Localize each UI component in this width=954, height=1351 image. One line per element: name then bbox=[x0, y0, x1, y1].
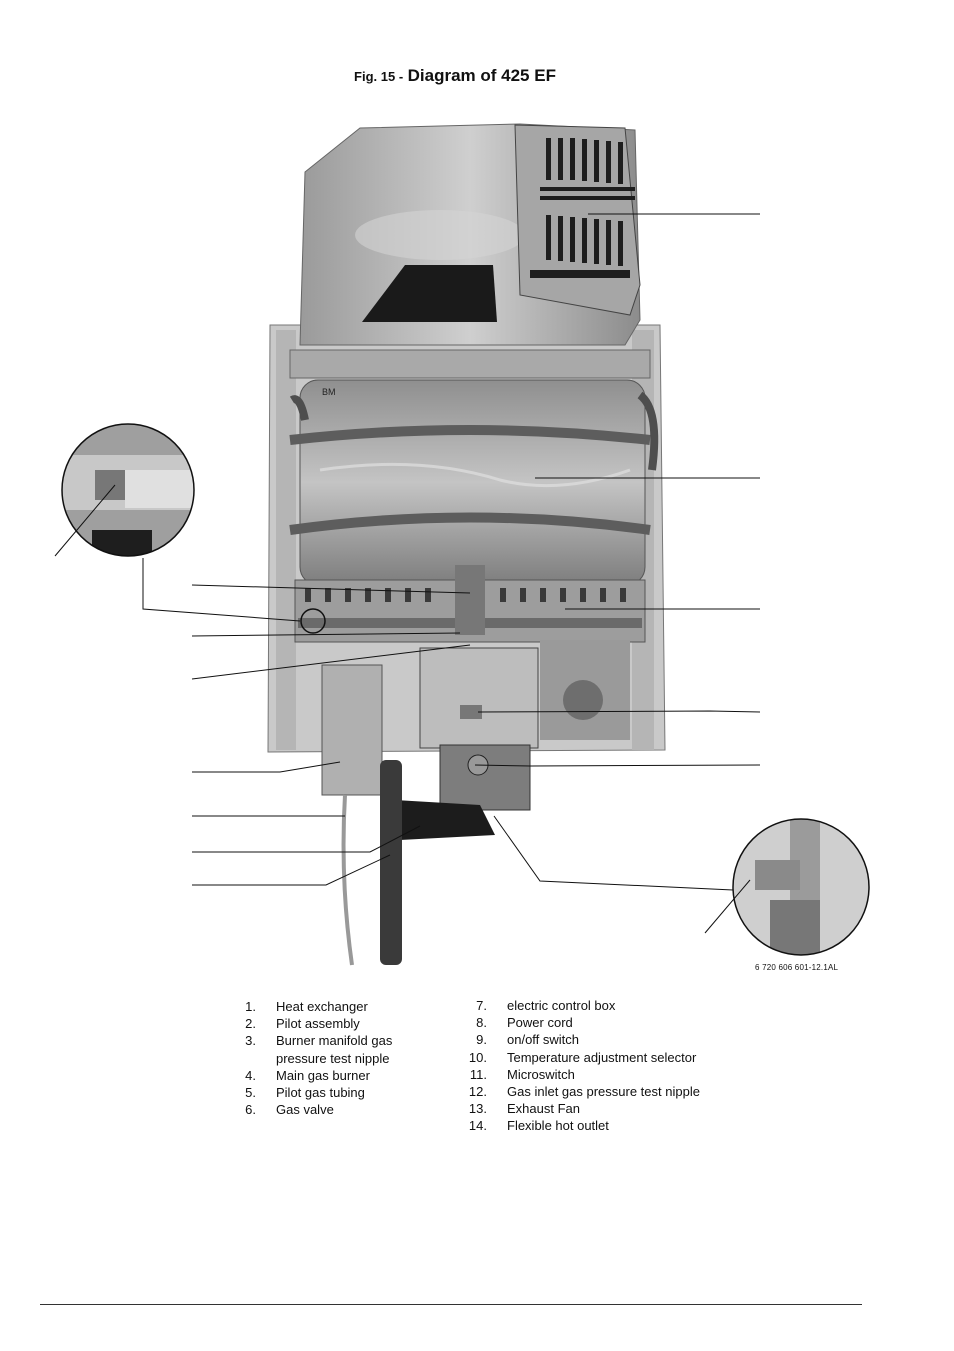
legend-item: 2. Pilot assembly bbox=[245, 1016, 360, 1032]
legend-item: 3. Burner manifold gas bbox=[245, 1033, 393, 1049]
legend-item: 4. Main gas burner bbox=[245, 1067, 370, 1083]
legend-item: 5. Pilot gas tubing bbox=[245, 1085, 365, 1101]
legend-item: pressure test nipple bbox=[276, 1050, 390, 1066]
leader-line-left-7 bbox=[192, 855, 390, 885]
lower-components bbox=[322, 640, 630, 965]
heat-exchanger bbox=[290, 380, 654, 585]
part-number: 6 720 606 601-12.1AL bbox=[755, 963, 839, 972]
svg-text:BM: BM bbox=[322, 387, 336, 397]
figure-title: Diagram of 425 EF bbox=[407, 66, 556, 85]
legend-item: 14. Flexible hot outlet bbox=[468, 1118, 609, 1134]
legend-item: 9. on/off switch bbox=[476, 1032, 580, 1048]
legend-item: 13. Exhaust Fan bbox=[468, 1101, 580, 1117]
leader-line-left-4 bbox=[192, 762, 340, 772]
legend-right bbox=[453, 997, 700, 1135]
gas-inlet-nipple-inset bbox=[733, 819, 869, 960]
leader-line-right-6 bbox=[494, 816, 733, 890]
footer-rule bbox=[40, 1304, 862, 1305]
legend-item: 10. Temperature adjustment selector bbox=[468, 1049, 697, 1065]
legend-item: 11. Microswitch bbox=[469, 1066, 575, 1082]
legend-item: 7. electric control box bbox=[476, 998, 616, 1013]
legend-left bbox=[222, 998, 392, 1118]
legend-item: 8. Power cord bbox=[476, 1015, 573, 1031]
pilot-detail-inset bbox=[60, 420, 200, 560]
legend-item: 12. Gas inlet gas pressure test nipple bbox=[468, 1084, 700, 1100]
exhaust-fan bbox=[515, 125, 640, 315]
legend-item: 1. Heat exchanger bbox=[245, 999, 368, 1014]
legend-item: 6. Gas valve bbox=[245, 1102, 334, 1118]
figure-number: Fig. 15 - bbox=[354, 69, 404, 84]
